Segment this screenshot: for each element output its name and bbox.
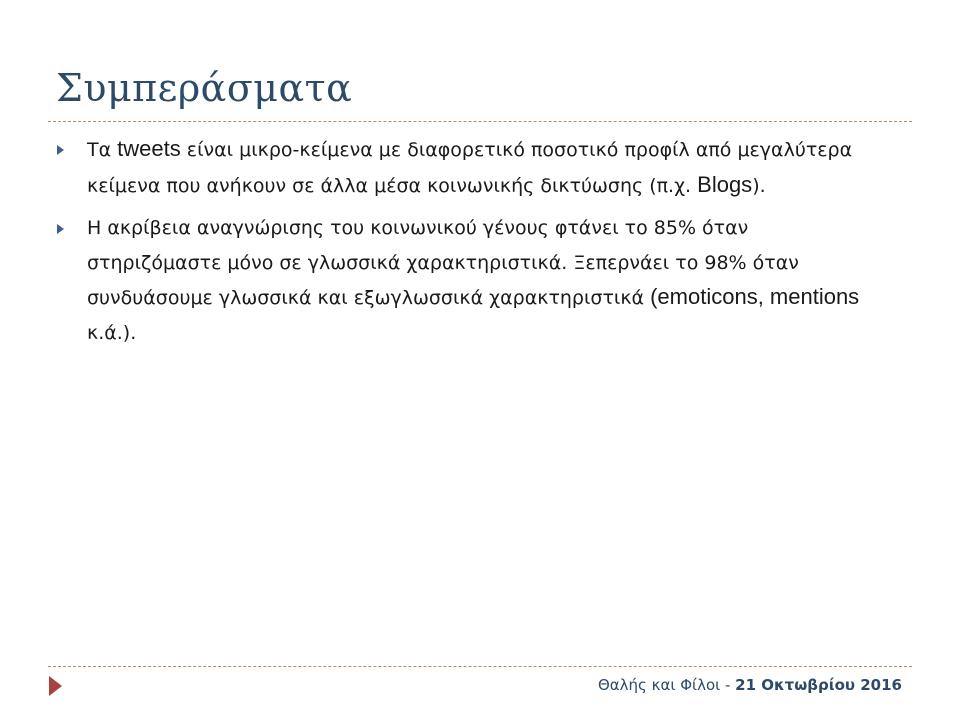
bullet-item-accuracy	[54, 211, 874, 350]
bullet-1-text-3: ).	[752, 174, 766, 197]
bullet-arrow-icon	[57, 224, 64, 234]
bullet-list	[54, 132, 874, 358]
slide-title: Συμπεράσματα	[56, 66, 353, 110]
bullet-1-term-blogs: Blogs	[697, 171, 753, 197]
bullet-2-text-2: κ.ά.).	[87, 321, 137, 344]
footer-caption	[598, 675, 902, 695]
bullet-1-text-1: Τα	[87, 139, 118, 161]
bullet-1-term-tweets: tweets	[117, 136, 181, 161]
footer-date: 21 Οκτωβρίου 2016	[735, 676, 902, 694]
bullet-2-text-1: Η ακρίβεια αναγνώρισης του κοινωνικού γένους φτάνει το 85% όταν στηριζόμαστε μόνο σε γλωσσικά χαρακτηριστικά. Ξεπερνάει το 98% όταν συνδυάσουμε γλωσσικά και εξωγλωσσικά χαρακτηριστικά	[87, 217, 799, 309]
footer-event: Θαλής και Φίλοι -	[597, 676, 736, 694]
title-divider	[48, 121, 912, 122]
bullet-2-term-emoticons-mentions: (emoticons, mentions	[650, 284, 860, 309]
footer-divider	[48, 666, 912, 667]
bullet-1-text-2: είναι μικρο-κείμενα με διαφορετικό ποσοτικό προφίλ από μεγαλύτερα κείμενα που ανήκουν σε άλλα μέσα κοινωνικής δικτύωσης (π.χ.	[87, 139, 853, 197]
footer-triangle-icon	[49, 676, 62, 696]
bullet-item-tweets	[54, 132, 874, 203]
bullet-arrow-icon	[57, 145, 64, 155]
